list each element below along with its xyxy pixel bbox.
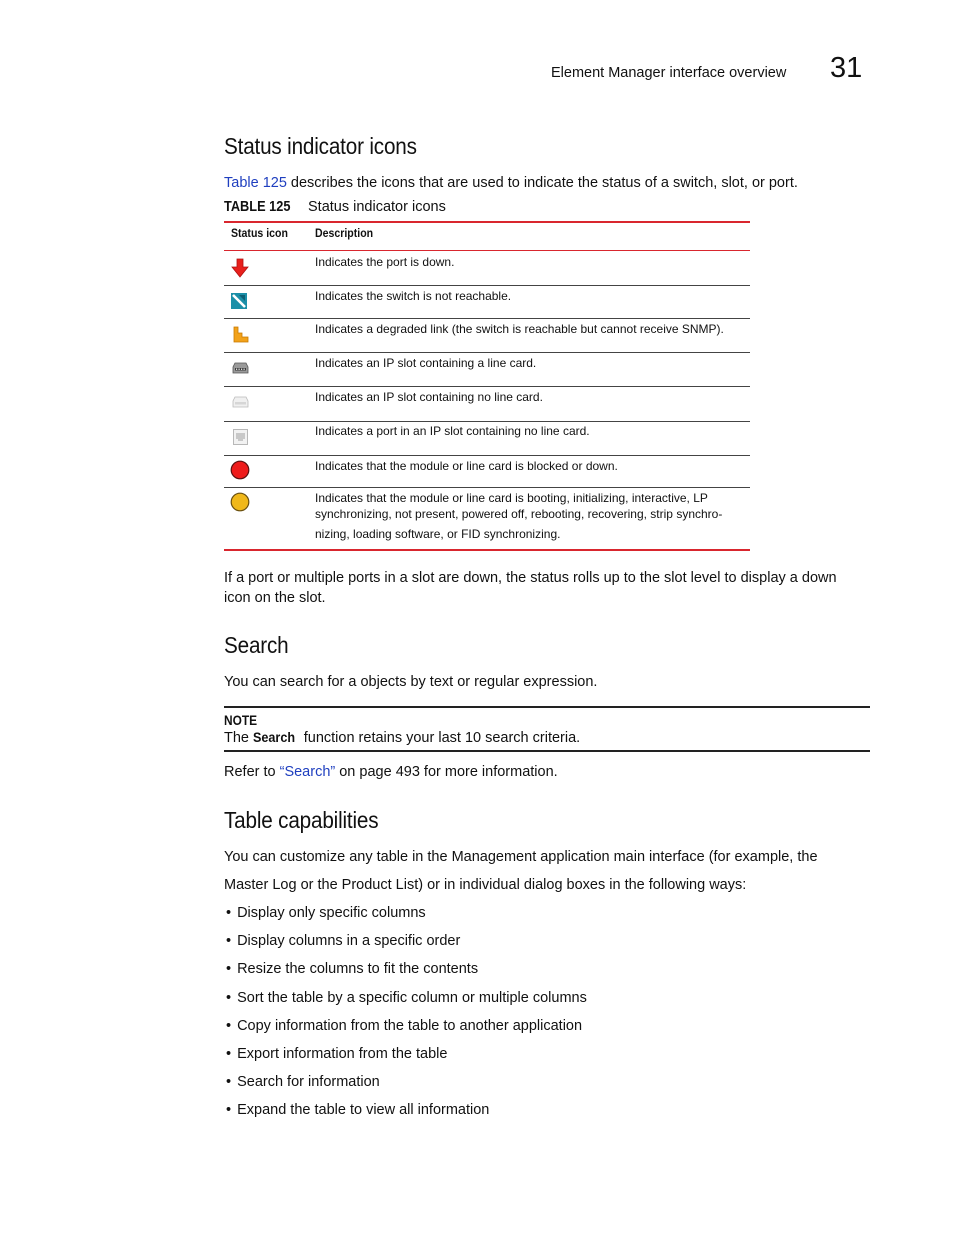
red-circle-icon [230, 460, 248, 478]
list-item: • Search for information [224, 1071, 587, 1099]
refer-paragraph [224, 762, 558, 782]
table-header-rule [224, 250, 750, 251]
port-down-arrow-icon [231, 258, 249, 276]
list-item: • Export information from the table [224, 1043, 587, 1071]
status-intro-text: describes the icons that are used to indicate the status of a switch, slot, or port. [286, 175, 798, 191]
refer-text-pre: Refer to [224, 764, 280, 780]
table-row-description-line: synchronizing, not present, powered off, rebooting, recovering, strip synchro- [315, 507, 723, 521]
table-row-description: Indicates an IP slot containing no line card. [315, 390, 543, 404]
list-item: • Display only specific columns [224, 902, 587, 930]
list-item: • Copy information from the table to another application [224, 1015, 587, 1043]
running-header-title: Element Manager interface overview [551, 65, 787, 81]
rollup-paragraph: If a port or multiple ports in a slot are down, the status rolls up to the slot level to display a down icon on the slot. [224, 570, 837, 606]
list-item: • Expand the table to view all information [224, 1099, 587, 1127]
table-row-description: Indicates a port in an IP slot containing no line card. [315, 424, 590, 438]
status-intro-paragraph [224, 173, 798, 193]
list-item: • Display columns in a specific order [224, 930, 587, 958]
column-header-description: Description [315, 226, 374, 240]
status-indicator-heading: Status indicator icons [224, 133, 417, 159]
column-header-status-icon: Status icon [231, 226, 288, 240]
ip-slot-empty-icon [231, 395, 249, 413]
refer-text-post: on page 493 for more information. [335, 764, 558, 780]
table-row-description-line: nizing, loading software, or FID synchronizing. [315, 527, 561, 541]
yellow-circle-icon [230, 492, 248, 510]
table-row-description: Indicates the switch is not reachable. [315, 289, 512, 303]
table-row-description: Indicates a degraded link (the switch is reachable but cannot receive SNMP). [315, 322, 724, 336]
table-row-divider [224, 455, 750, 456]
list-item: • Sort the table by a specific column or multiple columns [224, 987, 587, 1015]
note-search-term: Search [253, 729, 296, 745]
note-text-pre: The [224, 730, 254, 746]
chapter-number: 31 [830, 52, 863, 84]
table-row-divider [224, 487, 750, 488]
table-row-divider [224, 352, 750, 353]
table-row-divider [224, 386, 750, 387]
note-bottom-rule [224, 750, 870, 752]
table-caption: Status indicator icons [308, 199, 446, 215]
table-row-divider [224, 318, 750, 319]
search-heading: Search [224, 632, 289, 658]
table-row-description-line: Indicates that the module or line card is booting, initializing, interactive, LP [315, 491, 708, 505]
search-intro: You can search for a objects by text or regular expression. [224, 674, 598, 690]
note-text [224, 727, 580, 748]
note-top-rule [224, 706, 870, 708]
ip-slot-line-card-icon [231, 361, 249, 379]
port-empty-slot-icon [233, 429, 251, 447]
degraded-link-icon [233, 326, 251, 344]
table-intro-line: Master Log or the Product List) or in individual dialog boxes in the following ways: [224, 877, 747, 893]
table-row-description: Indicates the port is down. [315, 255, 455, 269]
table-intro-line: You can customize any table in the Management application main interface (for example, the [224, 849, 818, 865]
note-text-post: function retains your last 10 search criteria. [299, 730, 581, 746]
table-capabilities-heading: Table capabilities [224, 807, 379, 833]
switch-unreachable-icon [231, 293, 249, 311]
table-row-description: Indicates an IP slot containing a line card. [315, 356, 537, 370]
table-label: TABLE 125 [224, 199, 291, 215]
note-label: NOTE [224, 712, 258, 728]
table-bottom-rule [224, 549, 750, 551]
capabilities-list [224, 902, 587, 1128]
table-top-rule [224, 221, 750, 223]
table-125-link[interactable]: Table 125 [224, 175, 287, 191]
table-row-divider [224, 285, 750, 286]
table-row-description: Indicates that the module or line card is blocked or down. [315, 459, 618, 473]
search-page-link[interactable]: “Search” [279, 764, 336, 780]
list-item: • Resize the columns to fit the contents [224, 958, 587, 986]
